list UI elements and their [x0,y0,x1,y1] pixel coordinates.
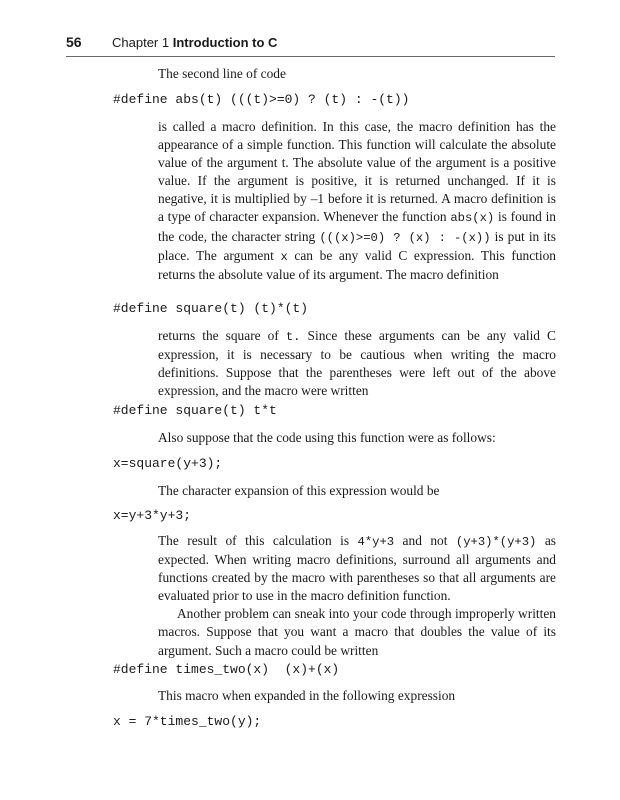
text-run: returns the square of [158,328,286,343]
paragraph-intro [158,65,556,83]
page-number: 56 [66,34,82,50]
code-define-square-parens: #define square(t) (t)*(t) [113,301,309,316]
text-run: as expected. When writing macro definitions, surround all arguments and functions created by the macro with parentheses so that all arguments are evaluated prior to use in the macro definition function. [158,533,556,604]
text-run: and not [394,533,456,548]
inline-code: (((x)>=0) ? (x) : -(x)) [319,230,491,245]
inline-code: 4*y+3 [357,535,395,549]
paragraph-result [158,532,556,660]
code-define-abs: #define abs(t) (((t)>=0) ? (t) : -(t)) [113,92,410,107]
chapter-label: Chapter 1 [112,35,170,50]
text-run: The character expansion of this expression would be [158,483,440,498]
code-times-two-call: x = 7*times_two(y); [113,714,262,729]
text-run: is called a macro definition. In this case, the macro definition has the appearance of a simple function. This function will calculate the absolute value of the argument t. The absolute value of the argument is a positive value. If the argument is positive, it is returned unchanged. If it is negative, it is multiplied by –1 before it is returned. A macro definition is a type of character expansion. Whenever the function [158,119,556,225]
paragraph-usage [158,429,556,447]
text-run: This macro when expanded in the following expression [158,688,456,703]
code-define-square-noparens: #define square(t) t*t [113,403,277,418]
paragraph-expanded-in [158,687,556,705]
code-square-call: x=square(y+3); [113,456,223,471]
paragraph-macro-definition [158,118,556,284]
paragraph-expansion [158,482,556,500]
text-run: Since these arguments can be any valid C expression, it is necessary to be cautious when writing the macro definitions. Suppose that the parentheses were left out of the above expression, and the macro were written [158,328,556,399]
code-expanded: x=y+3*y+3; [113,508,192,523]
inline-code: t. [285,330,301,344]
paragraph-square-caution [158,327,556,400]
paragraph-another-problem [158,605,556,659]
text-run: can be any valid C expression. This function returns the absolute value of its argument. The macro definition [158,247,556,282]
inline-code: x [280,249,288,264]
text-run: Another problem can sneak into your code through improperly written macros. Suppose that you want a macro that doubles the value of its argument. Such a macro could be written [158,606,556,658]
chapter-heading [112,35,277,50]
text-run: is put in its place. The argument [158,228,556,263]
text-run: is found in the code, the character string [158,209,556,244]
chapter-title: Introduction to C [172,35,278,50]
inline-code: (y+3)*(y+3) [455,535,537,549]
text-run: Also suppose that the code using this function were as follows: [158,430,496,445]
text-run: The second line of code [158,66,286,81]
running-head [66,34,555,57]
code-define-times-two: #define times_two(x) (x)+(x) [113,662,340,677]
inline-code: abs(x) [450,211,495,226]
text-run: The result of this calculation is [158,533,358,548]
